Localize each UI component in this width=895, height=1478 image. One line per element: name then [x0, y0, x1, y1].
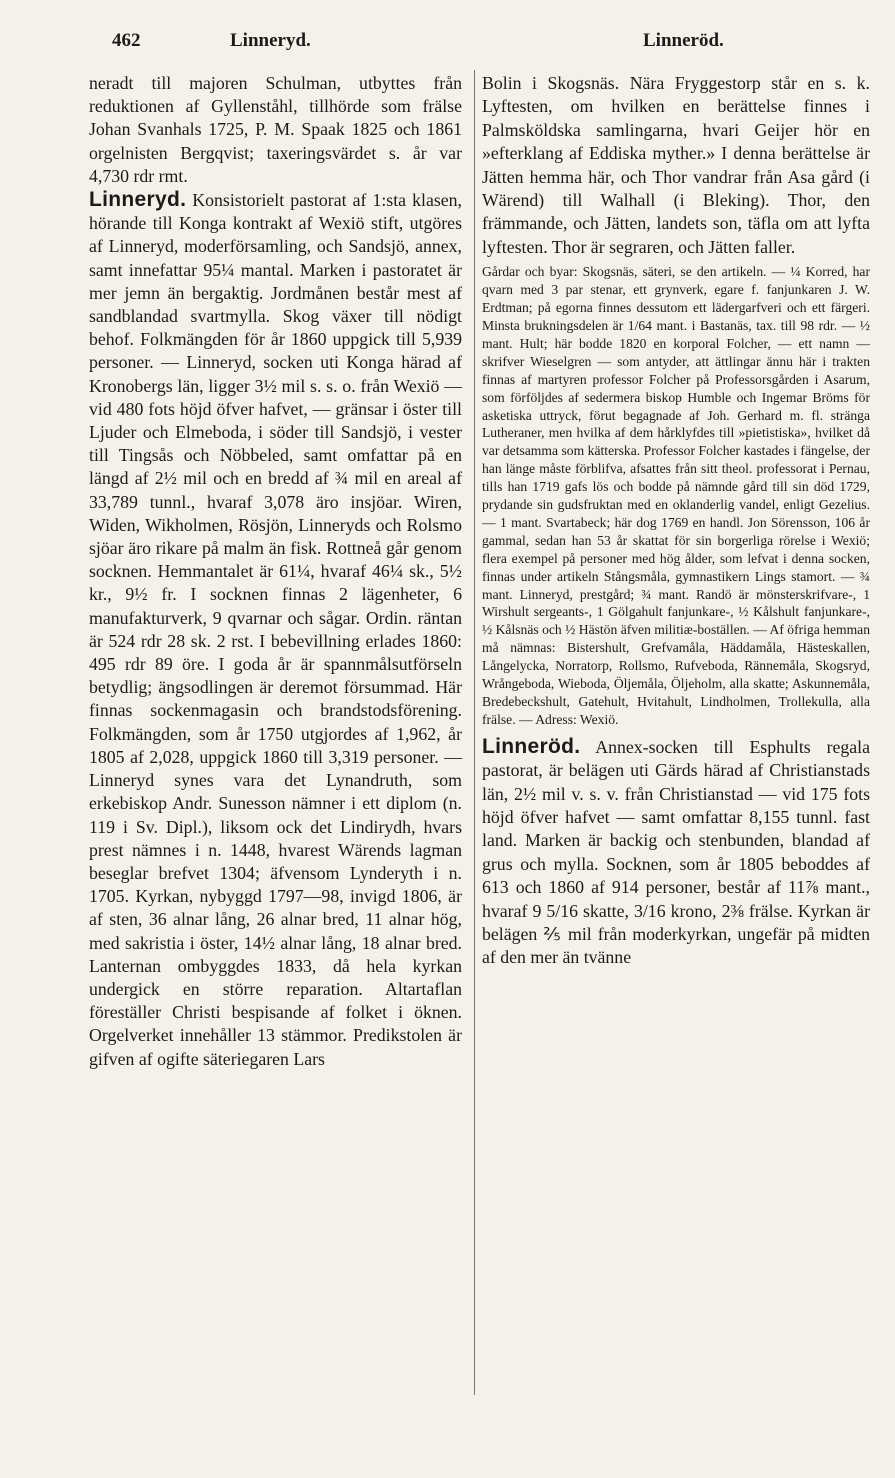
entry-text-linnerod: Annex-socken till Esphults regala pastorat, är belägen uti Gärds härad af Christianstads län, 2½ mil v. s. v. från Christianstad — vid 175 fots höjd öfver hafvet — samt omfattar 8,155 tunnl. fast land. Marken är backig och stenbunden, blandad af grus och mylla. Socknen, som år 1805 beboddes af 613 och 1860 af 914 personer, består af 11⅞ mant., hvaraf 9 5/16 skatte, 3/16 krono, 2⅜ frälse. Kyrkan är belägen ⅖ mil från moderkyrkan, ungefär på midten af den mer än tvänne	[482, 736, 870, 968]
page-header	[0, 30, 895, 60]
entry-linnerod	[482, 735, 870, 970]
entry-term-linnerod: Linneröd.	[482, 734, 581, 758]
page-number: 462	[112, 30, 141, 51]
entry-term-linneryd: Linneryd.	[89, 188, 187, 212]
right-running-head: Linneröd.	[643, 30, 724, 51]
left-column	[89, 72, 462, 1071]
entry-linneryd	[89, 188, 462, 1071]
left-running-head: Linneryd.	[230, 30, 311, 51]
continuation-paragraph: neradt till majoren Schulman, utbyttes från reduktionen af Gyllenståhl, tillhörde som frälse Johan Svanhals 1725, P. M. Spaak 1825 och 1861 orgelnisten Bergqvist; taxeringsvärdet s. år var 4,730 rdr rmt.	[89, 73, 462, 186]
right-column	[482, 72, 870, 970]
column-divider	[474, 70, 475, 1395]
entry-text-linneryd: Konsistorielt pastorat af 1:sta klasen, hörande till Konga kontrakt af Wexiö stift, utgöres af Linneryd, moderförsamling, och Sandsjö, annex, samt innefattar 95¼ mantal. Marken i pastoratet är mer jemn än bergaktig. Jordmånen består mest af sandblandad svartmylla. Skog växer till nödigt behof. Folkmängden för år 1860 uppgick till 5,939 personer. — Linneryd, socken uti Konga härad af Kronobergs län, ligger 3½ mil s. s. o. från Wexiö — vid 480 fots höjd öfver hafvet, — gränsar i öster till Ljuder och Elmeboda, i söder till Sandsjö, i vester till Tingsås och Nöbbeled, samt omfattar på en längd af 2½ mil och en bredd af ¾ mil en areal af 33,789 tunnl., hvaraf 3,078 äro insjöar. Wiren, Widen, Wikholmen, Rösjön, Linneryds och Rolsmo sjöar äro rikare på malm än fisk. Rottneå går genom socknen. Hemmantalet är 61¼, hvaraf 46¼ sk., 5½ kr., 9½ fr. I socknen finnas 2 lägenheter, 6 manufakturverk, 9 qvarnar och sågar. Ordin. räntan är 524 rdr 28 sk. 2 rst. I bebevillning erlades 1860: 495 rdr 89 öre. I goda år är spannmålsutförseln betydlig; ängsodlingen är deremot försummad. Här finnas sockenmagasin och brandstodsförening. Folkmängden, som år 1750 utgjordes af 1,962, år 1805 af 2,028, uppgick 1860 till 3,319 personer. — Linneryd synes vara det Lynandruth, som erkebiskop Andr. Sunesson nämner i ett diplom (n. 119 i Sv. Dipl.), liksom ock det Lindirydh, hvars prest nämnes i n. 1448, hvarest Wärends lagman beseglar brefvet 1304; äfvensom Lynderyth i n. 1705. Kyrkan, nybyggd 1797—98, invigd 1806, är af sten, 36 alnar lång, 26 alnar bred, 11 alnar hög, med sakristia i öster, 14½ alnar lång, 18 alnar bred. Lanternan ombyggdes 1833, då hela kyrkan undergick en större reparation. Altartaflan föreställer Christi bespisande af folket i öknen. Orgelverket innehåller 13 stämmor. Predikstolen är gifven af ogifte säteriegaren Lars	[89, 190, 462, 1069]
farms-paragraph: Gårdar och byar: Skogsnäs, säteri, se den artikeln. — ¼ Korred, har qvarn med 3 par stenar, ett grynverk, egare f. fanjunkaren J. W. Erdtman; på egorna finnes dessutom ett lädergarfveri och ett färgeri. Minsta brukningsdelen är 1/64 mant. i Bastanäs, tax. till 98 rdr. — ½ mant. Hult; här bodde 1820 en korporal Folcher, — ett namn — skrifver Wieselgren — som antyder, att ättlingar ännu här i trakten finnas af martyren professor Folcher på Professorsgården i Asarum, som förföljdes af sedermera biskop Humble och Ingemar Bröms för asketiska uttryck, förut begagnade af Joh. Gerhard m. fl. stränga Lutheraner, men hvilka af dem hårklyfdes till »pietistiska», hvilket då var detsamma som kätterska. Professor Folcher kastades i fängelse, der han länge måste förblifva, afsattes från sitt theol. professorat i Pernau, tills han 1719 gafs lös och bodde på nämnde gård till sin död 1729, prydande sin gudsfruktan med en oklanderlig vandel, enligt Gezelius. — 1 mant. Svartabeck; här dog 1769 en handl. Jon Sörensson, 106 år gammal, sedan han 53 år skattat för sin borgerliga rörelse i Wexiö; flera exempel på personer med hög ålder, som lefvat i denna socken, finnas under artikeln Stångsmåla, gymnastikern Lings stamort. — ¾ mant. Linneryd, prestgård; ¾ mant. Randö är mönsterskrifvare-, 1 Wirshult sergeants-, 1 Gölgahult fanjunkare-, ½ Kålshult fanjunkare-, ½ Kålsnäs och ½ Hästön äfven militiæ-boställen. — Af öfriga hemman må nämnas: Bistershult, Grefvamåla, Häddamåla, Hästeskallen, Långelycka, Norratorp, Rollsmo, Rufveboda, Rännemåla, Skogsryd, Wrångeboda, Wieboda, Öljemåla, Öljeholm, alla skatte; Askunnemåla, Bredebeckshult, Gatehult, Hvitahult, Lindholmen, Trollekulla, alla frälse. — Adress: Wexiö.	[482, 264, 870, 727]
lyftesten-paragraph: Bolin i Skogsnäs. Nära Fryggestorp står en s. k. Lyftesten, om hvilken en berättelse finnes i Palmsköldska samlingarna, hvari Geijer hör en »efterklang af Eddiska myther.» I denna berättelse är Jätten hemma här, och Thor vandrar från Asa gård (i Wärend) till Walhall (i Bleking). Thor, den främmande, och Jätten, landets son, täfla om att lyfta lyftesten. Thor är segraren, och Jätten faller.	[482, 73, 870, 257]
